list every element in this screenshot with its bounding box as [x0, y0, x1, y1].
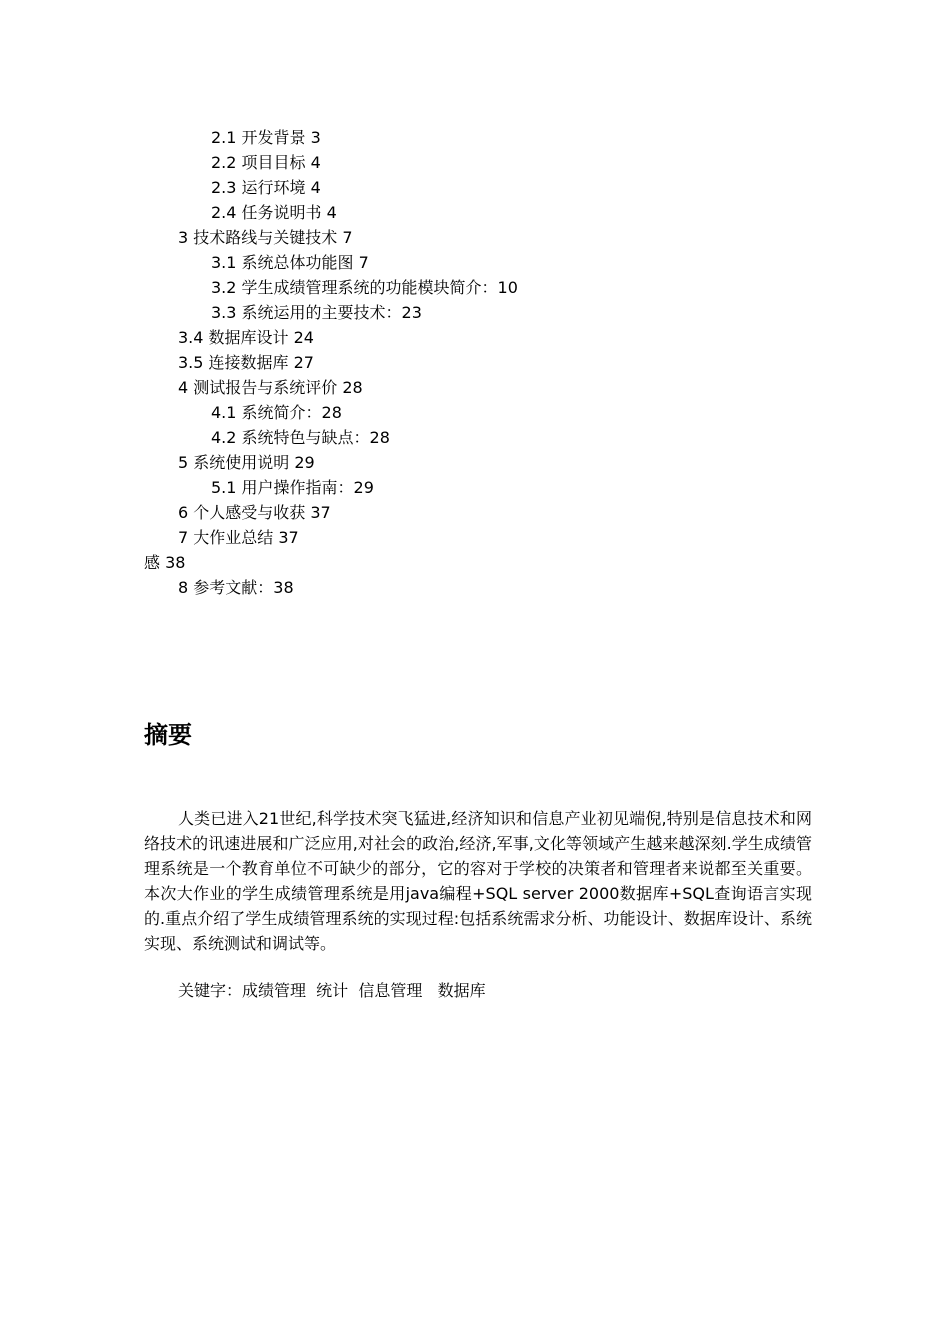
toc-entry: 3.2 学生成绩管理系统的功能模块简介：10: [211, 278, 518, 297]
toc-entry: 5.1 用户操作指南：29: [211, 478, 374, 497]
toc-entry: 3.1 系统总体功能图 7: [211, 253, 369, 272]
toc-entry: 2.2 项目目标 4: [211, 153, 321, 172]
toc-entry: 2.1 开发背景 3: [211, 128, 321, 147]
toc-entry: 5 系统使用说明 29: [178, 453, 315, 472]
toc-entry: 3.3 系统运用的主要技术：23: [211, 303, 422, 322]
toc-entry: 感 38: [144, 553, 186, 572]
abstract-body: 人类已进入21世纪,科学技术突飞猛进,经济知识和信息产业初见端倪,特别是信息技术和网络技术的讯速进展和广泛应用,对社会的政治,经济,军事,文化等领域产生越来越深刻.学生成绩管理系统是一个教育单位不可缺少的部分，它的容对于学校的决策者和管理者来说都至关重要。本次大作业的学生成绩管理系统是用java编程+SQL server 2000数据库+SQL查询语言实现的.重点介绍了学生成绩管理系统的实现过程:包括系统需求分析、功能设计、数据库设计、系统实现、系统测试和调试等。: [144, 809, 812, 953]
toc-entry: 2.4 任务说明书 4: [211, 203, 337, 222]
abstract-heading: 摘要: [144, 721, 192, 749]
toc-entry: 4 测试报告与系统评价 28: [178, 378, 363, 397]
toc-entry: 7 大作业总结 37: [178, 528, 299, 547]
toc-entry: 4.2 系统特色与缺点：28: [211, 428, 390, 447]
toc-entry: 4.1 系统简介：28: [211, 403, 342, 422]
toc-entry: 3 技术路线与关键技术 7: [178, 228, 353, 247]
toc-entry: 3.5 连接数据库 27: [178, 353, 314, 372]
keywords-line: 关键字：成绩管理 统计 信息管理 数据库: [178, 981, 486, 1000]
toc-entry: 3.4 数据库设计 24: [178, 328, 314, 347]
toc-entry: 2.3 运行环境 4: [211, 178, 321, 197]
toc-entry: 6 个人感受与收获 37: [178, 503, 331, 522]
toc-entry: 8 参考文献：38: [178, 578, 294, 597]
